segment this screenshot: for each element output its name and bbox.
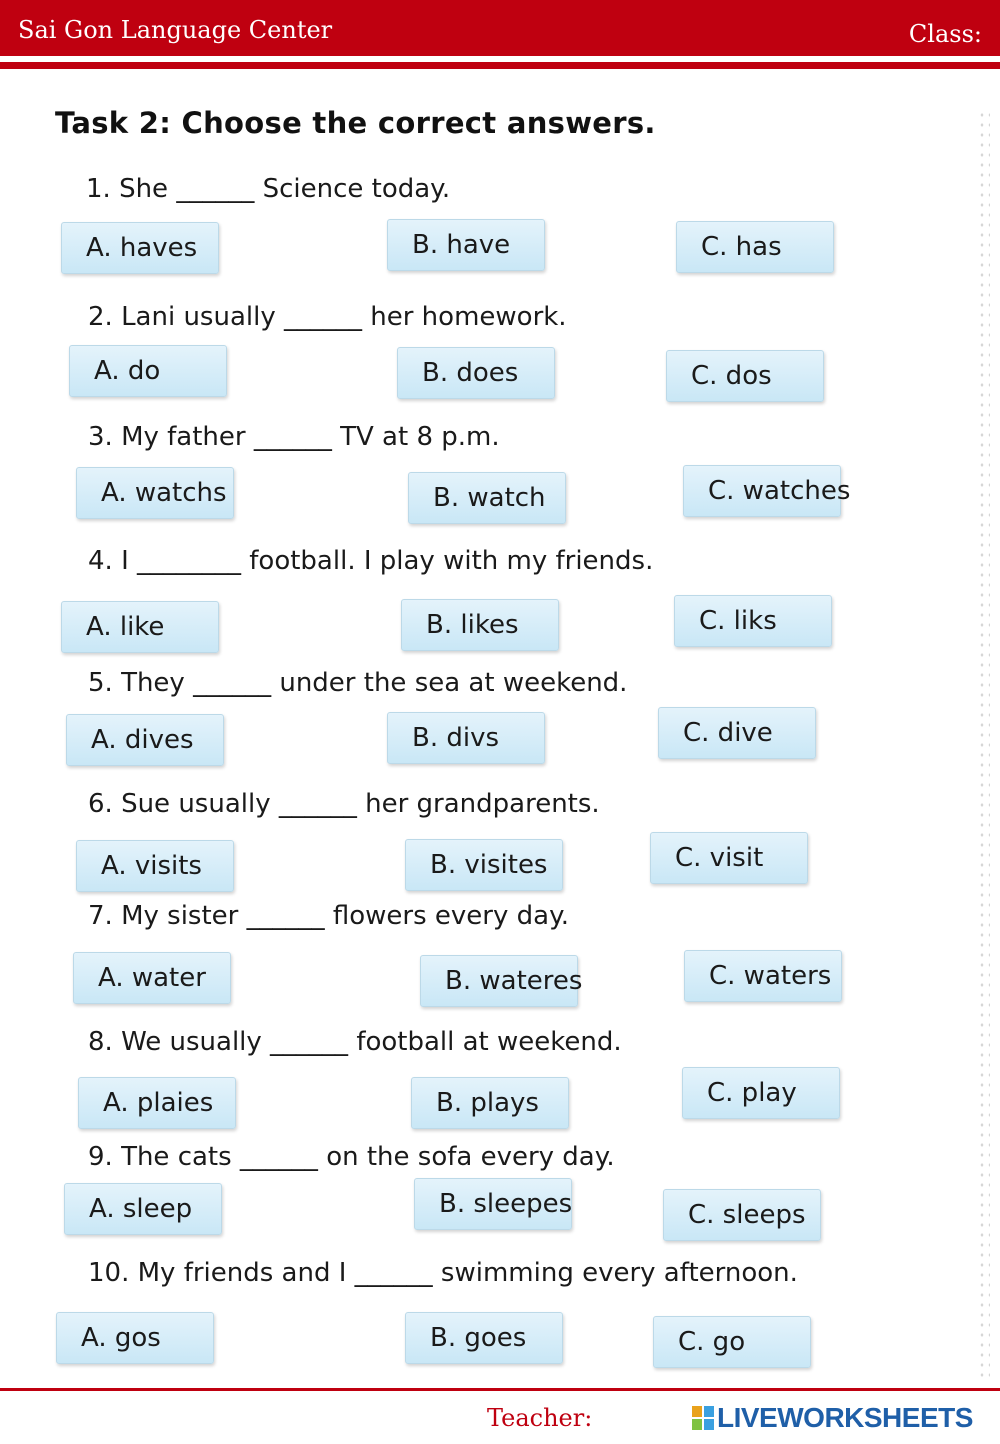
question-3: 3. My father ______ TV at 8 p.m.: [88, 422, 500, 452]
option-2-b[interactable]: B. does: [397, 347, 555, 399]
footer-divider: [0, 1388, 1000, 1391]
option-4-a[interactable]: A. like: [61, 601, 219, 653]
option-9-b[interactable]: B. sleepes: [414, 1178, 572, 1230]
option-8-a[interactable]: A. plaies: [78, 1077, 236, 1129]
dotted-border: [978, 110, 990, 1380]
option-2-c[interactable]: C. dos: [666, 350, 824, 402]
option-7-a[interactable]: A. water: [73, 952, 231, 1004]
option-1-c[interactable]: C. has: [676, 221, 834, 273]
question-4: 4. I ________ football. I play with my friends.: [88, 546, 654, 576]
option-5-a[interactable]: A. dives: [66, 714, 224, 766]
option-1-b[interactable]: B. have: [387, 219, 545, 271]
question-5: 5. They ______ under the sea at weekend.: [88, 668, 628, 698]
option-5-c[interactable]: C. dive: [658, 707, 816, 759]
option-5-b[interactable]: B. divs: [387, 712, 545, 764]
question-9: 9. The cats ______ on the sofa every day.: [88, 1142, 615, 1172]
header-divider: [0, 62, 1000, 69]
option-3-c[interactable]: C. watches: [683, 465, 841, 517]
option-7-c[interactable]: C. waters: [684, 950, 842, 1002]
option-8-b[interactable]: B. plays: [411, 1077, 569, 1129]
question-1: 1. She ______ Science today.: [86, 174, 451, 204]
option-4-b[interactable]: B. likes: [401, 599, 559, 651]
option-10-c[interactable]: C. go: [653, 1316, 811, 1368]
option-6-c[interactable]: C. visit: [650, 832, 808, 884]
option-4-c[interactable]: C. liks: [674, 595, 832, 647]
option-7-b[interactable]: B. wateres: [420, 955, 578, 1007]
option-10-b[interactable]: B. goes: [405, 1312, 563, 1364]
question-2: 2. Lani usually ______ her homework.: [88, 302, 567, 332]
question-6: 6. Sue usually ______ her grandparents.: [88, 789, 600, 819]
logo-text: LIVEWORKSHEETS: [717, 1402, 973, 1433]
question-8: 8. We usually ______ football at weekend.: [88, 1027, 622, 1057]
header-bar: [0, 0, 1000, 56]
teacher-label: Teacher:: [487, 1404, 593, 1432]
question-7: 7. My sister ______ flowers every day.: [88, 901, 570, 931]
option-1-a[interactable]: A. haves: [61, 222, 219, 274]
liveworksheets-logo-icon: [692, 1406, 714, 1430]
option-6-a[interactable]: A. visits: [76, 840, 234, 892]
question-10: 10. My friends and I ______ swimming every afternoon.: [88, 1258, 798, 1288]
center-name: Sai Gon Language Center: [18, 16, 333, 44]
option-9-a[interactable]: A. sleep: [64, 1183, 222, 1235]
option-3-b[interactable]: B. watch: [408, 472, 566, 524]
option-2-a[interactable]: A. do: [69, 345, 227, 397]
task-title: Task 2: Choose the correct answers.: [55, 106, 656, 140]
option-3-a[interactable]: A. watchs: [76, 467, 234, 519]
liveworksheets-logo: [692, 1402, 973, 1434]
option-9-c[interactable]: C. sleeps: [663, 1189, 821, 1241]
class-label: Class:: [908, 20, 982, 48]
option-6-b[interactable]: B. visites: [405, 839, 563, 891]
option-8-c[interactable]: C. play: [682, 1067, 840, 1119]
option-10-a[interactable]: A. gos: [56, 1312, 214, 1364]
